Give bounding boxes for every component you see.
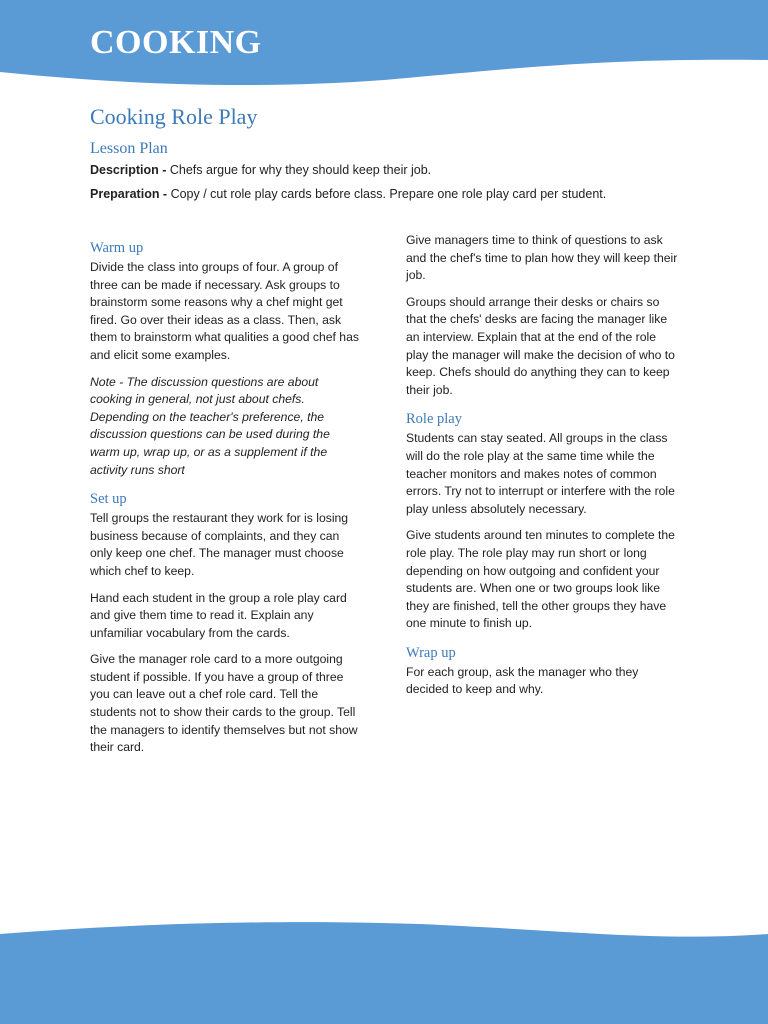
wrap-up-heading: Wrap up xyxy=(406,644,456,661)
page-title: Cooking Role Play xyxy=(90,104,258,129)
description-label: Description - xyxy=(90,163,167,177)
set-up-paragraph: Give the manager role card to a more outgoing student if possible. If you have a group of three you can leave out a chef role card. Tell the students not to show their cards to the group. Tell the managers to identify themselves but not show their card. xyxy=(90,652,358,755)
role-play-paragraph: Give students around ten minutes to complete the role play. The role play may run short or long depending on how outgoing and confident your students are. When one or two groups look like they are finished, tell the other groups they have one minute to finish up. xyxy=(406,528,675,631)
wrap-up-paragraph: For each group, ask the manager who they decided to keep and why. xyxy=(406,664,639,697)
description-line xyxy=(90,163,431,177)
warm-up-heading: Warm up xyxy=(90,240,144,256)
header-title: COOKING xyxy=(90,24,262,61)
set-up-heading: Set up xyxy=(90,491,127,508)
set-up-continued-paragraph: Groups should arrange their desks or chairs so that the chefs' desks are facing the manager like an interview. Explain that at the end of the role play the manager will make the decision of who to keep. Chefs should do anything they can to keep their job. xyxy=(406,294,675,397)
preparation-line xyxy=(90,187,606,201)
left-column xyxy=(90,240,362,766)
description-text: Chefs argue for why they should keep their job. xyxy=(166,163,432,177)
lesson-plan-heading: Lesson Plan xyxy=(90,140,168,157)
warm-up-paragraph: Divide the class into groups of four. A group of three can be made if necessary. Ask groups to brainstorm some reasons why a chef might get fired. Go over their ideas as a class. Then, ask them to brainstorm what qualities a good chef has and elicit some examples. xyxy=(90,260,359,362)
set-up-continued-paragraph: Give managers time to think of questions to ask and the chef's time to plan how they will keep their job. xyxy=(406,233,678,283)
preparation-label: Preparation - xyxy=(90,187,168,201)
right-column xyxy=(406,232,678,708)
set-up-continued xyxy=(406,232,678,399)
preparation-text: Copy / cut role play cards before class. Prepare one role play card per student. xyxy=(167,187,607,201)
role-play-section xyxy=(406,411,678,633)
warm-up-section xyxy=(90,240,362,479)
role-play-heading: Role play xyxy=(406,411,462,428)
footer-banner xyxy=(0,920,768,1024)
role-play-paragraph: Students can stay seated. All groups in the class will do the role play at the same time while the teacher monitors and makes notes of common errors. Try not to interrupt or interfere with the role play unless absolutely necessary. xyxy=(406,431,675,516)
wrap-up-section xyxy=(406,645,678,699)
warm-up-note: Note - The discussion questions are about cooking in general, not just about chefs. Depending on the teacher's preference, the discussion questions can be used during the warm up, wrap up, or as a supplement if the activity runs short xyxy=(90,374,330,477)
set-up-paragraph: Tell groups the restaurant they work for is losing business because of complaints, and they can only keep one chef. The manager must choose which chef to keep. xyxy=(90,511,349,578)
set-up-section xyxy=(90,491,362,757)
set-up-paragraph: Hand each student in the group a role play card and give them time to read it. Explain any unfamiliar vocabulary from the cards. xyxy=(90,590,347,640)
